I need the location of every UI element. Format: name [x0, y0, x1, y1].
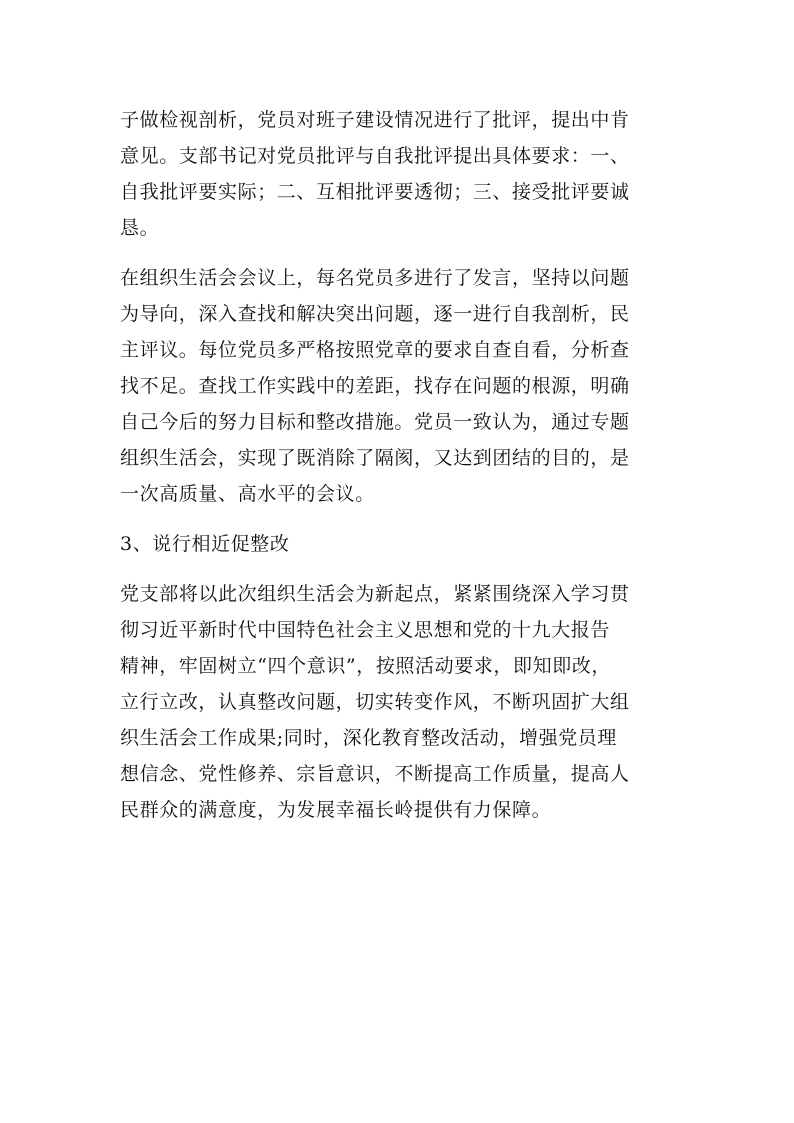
text-line: 一次高质量、高水平的会议。	[120, 483, 375, 505]
text-line: 组织生活会，实现了既消除了隔阂，又达到团结的目的，是	[120, 447, 630, 469]
paragraph-meeting-summary	[120, 260, 680, 512]
text-line: 在组织生活会会议上，每名党员多进行了发言，坚持以问题	[120, 267, 630, 289]
text-line: 彻习近平新时代中国特色社会主义思想和党的十九大报告	[120, 619, 611, 641]
text-line: 为导向，深入查找和解决突出问题，逐一进行自我剖析，民	[120, 303, 630, 325]
text-line: 恳。	[120, 217, 160, 239]
text-line: 党支部将以此次组织生活会为新起点，紧紧围绕深入学习贯	[120, 583, 630, 605]
text-line: 找不足。查找工作实践中的差距，找存在问题的根源，明确	[120, 375, 630, 397]
text-line: 自己今后的努力目标和整改措施。党员一致认为，通过专题	[120, 411, 630, 433]
document-body	[120, 102, 680, 842]
text-line: 精神，牢固树立“四个意识”，按照活动要求，即知即改，	[120, 655, 612, 677]
section-heading-text: 3、说行相近促整改	[120, 533, 290, 555]
text-line: 织生活会工作成果;同时，深化教育整改活动，增强党员理	[120, 727, 618, 749]
paragraph-rectification-plan	[120, 576, 680, 828]
text-line: 意见。支部书记对党员批评与自我批评提出具体要求：一、	[120, 145, 630, 167]
text-line: 想信念、党性修养、宗旨意识，不断提高工作质量，提高人	[120, 763, 630, 785]
text-line: 立行立改，认真整改问题，切实转变作风，不断巩固扩大组	[120, 691, 630, 713]
section-heading	[120, 526, 680, 562]
text-line: 民群众的满意度，为发展幸福长岭提供有力保障。	[120, 799, 552, 821]
text-line: 主评议。每位党员多严格按照党章的要求自查自看，分析查	[120, 339, 630, 361]
text-line: 子做检视剖析，党员对班子建设情况进行了批评，提出中肯	[120, 109, 630, 131]
paragraph-criticism-requirements	[120, 102, 680, 246]
text-line: 自我批评要实际；二、互相批评要透彻；三、接受批评要诚	[120, 181, 630, 203]
